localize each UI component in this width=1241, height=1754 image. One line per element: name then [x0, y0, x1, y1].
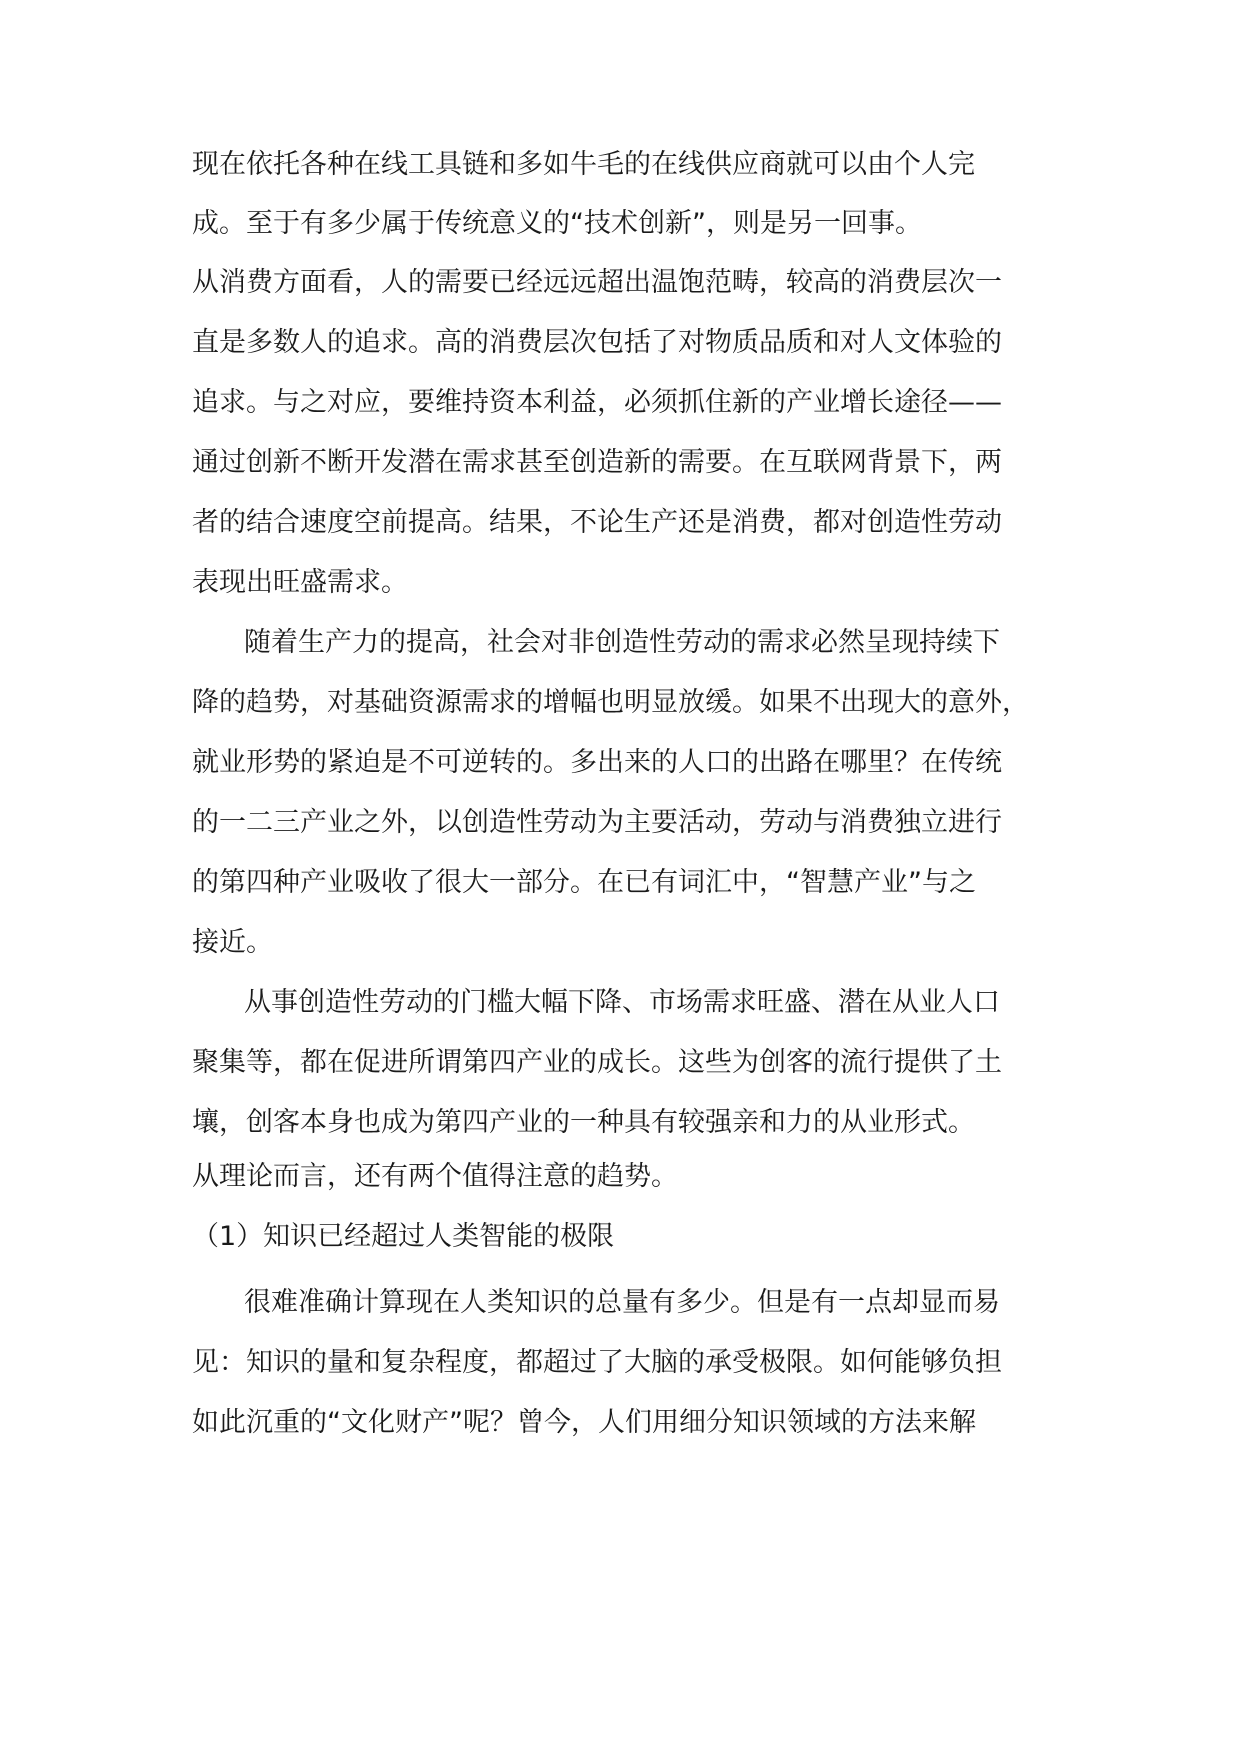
text-line: 追求。与之对应，要维持资本利益，必须抓住新的产业增长途径——	[192, 387, 1002, 418]
text-line: 从消费方面看，人的需要已经远远超出温饱范畴，较高的消费层次一	[192, 267, 1002, 298]
text-line: 通过创新不断开发潜在需求甚至创造新的需要。在互联网背景下，两	[192, 447, 1002, 478]
section-heading: （1）知识已经超过人类智能的极限	[192, 1221, 615, 1252]
text-line: 直是多数人的追求。高的消费层次包括了对物质品质和对人文体验的	[192, 327, 1002, 358]
text-line: 从事创造性劳动的门槛大幅下降、市场需求旺盛、潜在从业人口	[244, 987, 1000, 1018]
text-line: 接近。	[192, 927, 273, 958]
text-line: 如此沉重的“文化财产”呢？曾今，人们用细分知识领域的方法来解	[192, 1407, 976, 1438]
text-line: 表现出旺盛需求。	[192, 567, 408, 598]
text-line: 聚集等，都在促进所谓第四产业的成长。这些为创客的流行提供了土	[192, 1047, 1002, 1078]
text-line: 很难准确计算现在人类知识的总量有多少。但是有一点却显而易	[244, 1287, 1000, 1318]
text-line: 随着生产力的提高，社会对非创造性劳动的需求必然呈现持续下	[244, 627, 1000, 658]
text-line: 的一二三产业之外，以创造性劳动为主要活动，劳动与消费独立进行	[192, 807, 1002, 838]
text-line: 者的结合速度空前提高。结果，不论生产还是消费，都对创造性劳动	[192, 507, 1002, 538]
text-line: 就业形势的紧迫是不可逆转的。多出来的人口的出路在哪里？在传统	[192, 747, 1002, 778]
text-line: 从理论而言，还有两个值得注意的趋势。	[192, 1161, 678, 1192]
text-line: 见：知识的量和复杂程度，都超过了大脑的承受极限。如何能够负担	[192, 1347, 1002, 1378]
text-line: 壤，创客本身也成为第四产业的一种具有较强亲和力的从业形式。	[192, 1107, 975, 1138]
text-line: 的第四种产业吸收了很大一部分。在已有词汇中，“智慧产业”与之	[192, 867, 976, 898]
text-line: 现在依托各种在线工具链和多如牛毛的在线供应商就可以由个人完	[192, 149, 975, 180]
text-line: 降的趋势，对基础资源需求的增幅也明显放缓。如果不出现大的意外，	[192, 687, 1029, 718]
text-line: 成。至于有多少属于传统意义的“技术创新”，则是另一回事。	[192, 208, 922, 239]
